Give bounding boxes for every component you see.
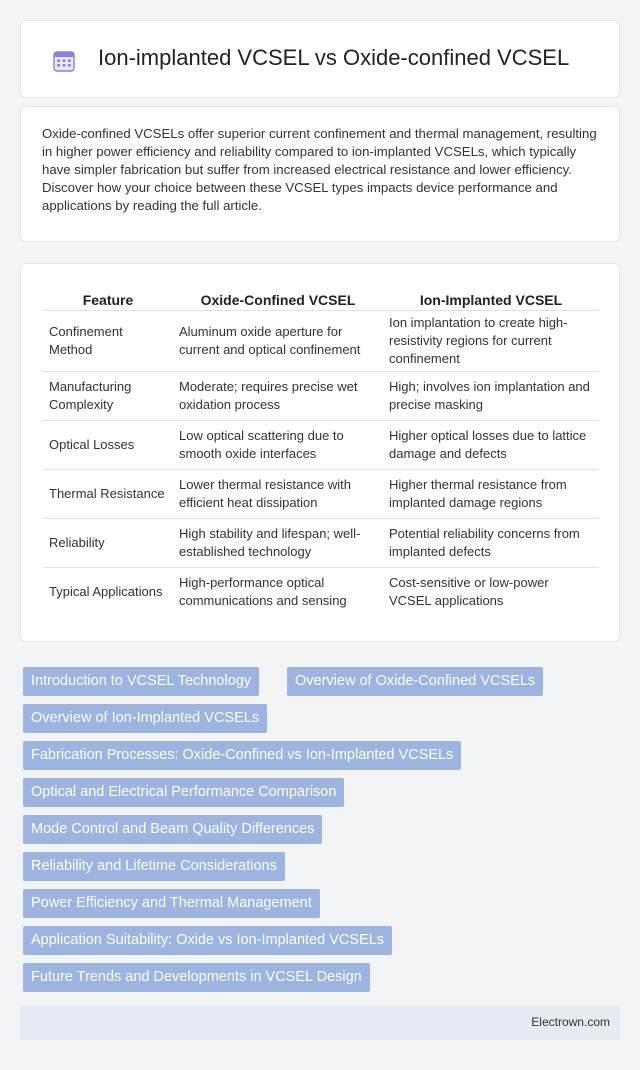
- topic-link-mode-control[interactable]: Mode Control and Beam Quality Differences: [23, 815, 322, 844]
- table-row: [43, 371, 599, 420]
- topic-link-ion-overview[interactable]: Overview of Ion-Implanted VCSELs: [23, 704, 267, 733]
- table-cell-ion: Higher optical losses due to lattice damage and defects: [383, 420, 599, 469]
- topic-link-oxide-overview[interactable]: Overview of Oxide-Confined VCSELs: [287, 667, 543, 696]
- table-cell-ion: Higher thermal resistance from implanted damage regions: [383, 469, 599, 518]
- column-header-oxide: Oxide-Confined VCSEL: [200, 291, 356, 308]
- table-cell-feature: Reliability: [43, 518, 173, 567]
- table-cell-ion: Cost-sensitive or low-power VCSEL applications: [383, 567, 599, 616]
- column-header-ion: Ion-Implanted VCSEL: [419, 291, 563, 308]
- table-cell-feature: Manufacturing Complexity: [43, 371, 173, 420]
- table-cell-oxide: Aluminum oxide aperture for current and optical confinement: [173, 310, 383, 371]
- header-card: [20, 20, 620, 98]
- table-cell-oxide: Low optical scattering due to smooth oxide interfaces: [173, 420, 383, 469]
- table-cell-feature: Confinement Method: [43, 310, 173, 371]
- topic-link-fabrication[interactable]: Fabrication Processes: Oxide-Confined vs Ion-Implanted VCSELs: [23, 741, 461, 770]
- comparison-table: [43, 284, 599, 616]
- table-row: [43, 420, 599, 469]
- table-cell-oxide: Lower thermal resistance with efficient heat dissipation: [173, 469, 383, 518]
- topic-link-application[interactable]: Application Suitability: Oxide vs Ion-Implanted VCSELs: [23, 926, 392, 955]
- table-cell-feature: Typical Applications: [43, 567, 173, 616]
- footer: [20, 1006, 620, 1040]
- table-row: [43, 469, 599, 518]
- footer-brand: Electrown.com: [531, 1015, 610, 1029]
- table-row: [43, 310, 599, 371]
- table-row: [43, 567, 599, 616]
- table-cell-ion: Ion implantation to create high-resistivity regions for current confinement: [383, 310, 599, 371]
- intro-card: [20, 106, 620, 242]
- table-cell-ion: Potential reliability concerns from implanted defects: [383, 518, 599, 567]
- comparison-card: [20, 263, 620, 642]
- intro-text: Oxide-confined VCSELs offer superior current confinement and thermal management, resulting in higher power efficiency and reliability compared to ion-implanted VCSELs, which typically have simpler fabrication but suffer from increased electrical resistance and lower efficiency. Discover how your choice between these VCSEL types impacts device performance and applications by reading the full article.: [42, 126, 597, 213]
- topic-link-introduction[interactable]: Introduction to VCSEL Technology: [23, 667, 259, 696]
- table-cell-feature: Optical Losses: [43, 420, 173, 469]
- topic-link-performance[interactable]: Optical and Electrical Performance Comparison: [23, 778, 344, 807]
- table-cell-oxide: Moderate; requires precise wet oxidation process: [173, 371, 383, 420]
- table-cell-feature: Thermal Resistance: [43, 469, 173, 518]
- table-header-row: [43, 284, 599, 310]
- page-title: Ion-implanted VCSEL vs Oxide-confined VCSEL: [98, 45, 570, 70]
- table-cell-ion: High; involves ion implantation and precise masking: [383, 371, 599, 420]
- table-cell-oxide: High-performance optical communications and sensing: [173, 567, 383, 616]
- table-cell-oxide: High stability and lifespan; well-established technology: [173, 518, 383, 567]
- topic-link-future-trends[interactable]: Future Trends and Developments in VCSEL Design: [23, 963, 370, 992]
- table-row: [43, 518, 599, 567]
- topic-link-power-efficiency[interactable]: Power Efficiency and Thermal Management: [23, 889, 320, 918]
- topic-link-reliability[interactable]: Reliability and Lifetime Considerations: [23, 852, 285, 881]
- calendar-grid-icon: [52, 49, 76, 73]
- column-header-feature: Feature: [82, 291, 134, 308]
